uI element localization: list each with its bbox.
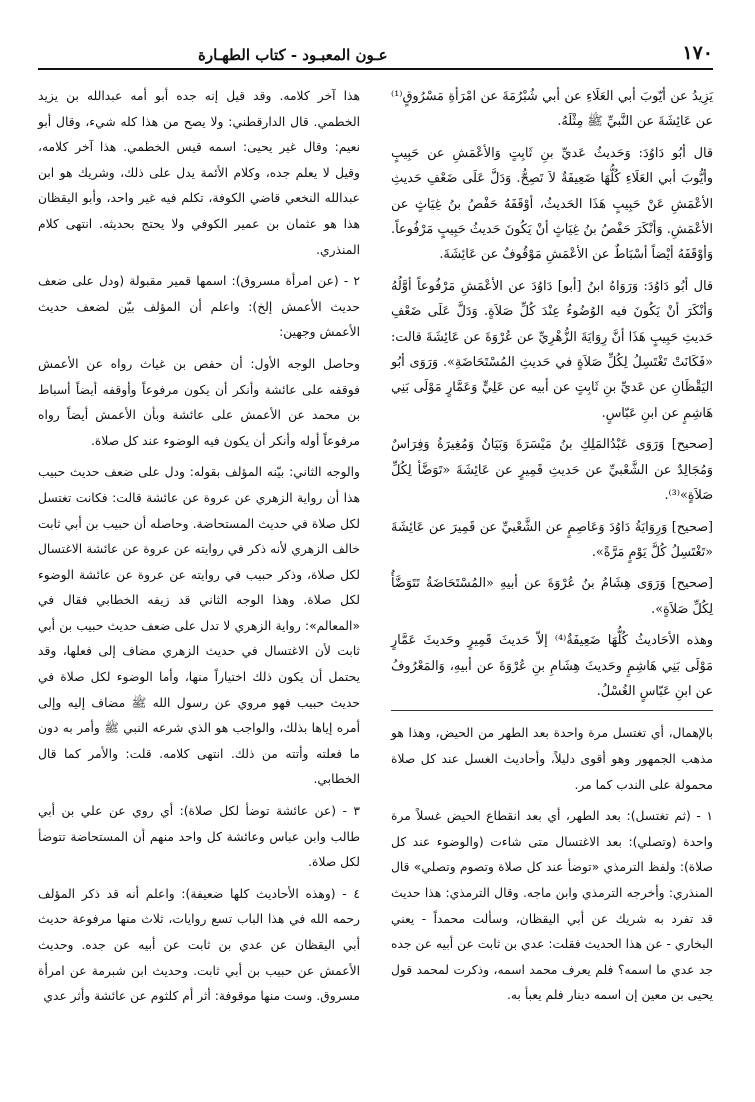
hadith-paragraph: وهذه الأحَاديثُ كُلُّهَا ضَعِيفَةٌ⁽⁴⁾ إلاّ حَديثَ قَمِيرٍ وحَديثَ عَمَّارٍ مَوْلَى بَنِي هَاشِمٍ وحَديثَ هِشَامِ بنِ عُرْوَةَ عن أبيهِ، وَالمَعْرُوفُ عن ابنِ عَبّاسٍ الغُسْلُ.: [391, 633, 713, 699]
page-header: [38, 40, 713, 70]
main-text-column: [391, 84, 713, 1016]
hadith-paragraph: [صحيح] وَرَوَى عَبْدُالمَلِكِ بنُ مَيْسَرَةَ وَبَيَانٌ وَمُغِيرَةُ وَفِرَاسٌ وَمُجَالِدٌ عن الشَّعْبيِّ عن حَديثِ قَمِيرٍ عن عَائِشَةَ «تَوَضَّأ لِكُلِّ صَلاَةٍ»⁽³⁾.: [391, 437, 713, 504]
commentary-paragraph: ٤ - (وهذه الأحاديث كلها ضعيفة): واعلم أنه قد ذكر المؤلف رحمه الله في هذا الباب تسع روايات، ثلاث منها مرفوعة حديث أبي اليقظان عن عدي بن ثابت عن أبيه عن جده. وحديث الأعمش عن حبيب بن أبي ثابت. وحديث ابن شبرمة عن امرأة مسروق. وست منها موقوفة: أثر أم كلثوم عن عائشة وأثر عدي: [38, 886, 360, 1004]
commentary-paragraph: هذا آخر كلامه. وقد قيل إنه جده أبو أمه عبدالله بن يزيد الخطمي. قال الدارقطني: ولا يصح من هذا كله شيء، وقال أبو نعيم: وقال غير يحيى: اسمه قيس الخطمي. هذا آخر كلامه، وقيل لا يعلم جده، وكلام الأئمة يدل على ذلك، وشريك هو ابن عبدالله النخعي قاضي الكوفة، تكلم فيه غير واحد، وأبو اليقظان هذا هو عثمان بن عمير الكوفي ولا يحتج بحديثه. انتهى كلام المنذري.: [38, 89, 360, 257]
commentary-divider: [391, 710, 713, 711]
commentary-column: [38, 84, 360, 1016]
page-number: ١٧٠: [682, 42, 713, 64]
text-columns: [38, 84, 713, 1016]
running-title: عـون المعبـود - كتاب الطهـارة: [198, 46, 388, 64]
hadith-paragraph: يَزِيدُ عن أيّوبَ أبي العَلَاءِ عن أبي شُبْرُمَةَ عن امْرَأةِ مَسْرُوقٍ⁽¹⁾ عن عَائِشَةَ عن النَّبيِّ ﷺ مِثْلَهُ.: [391, 89, 713, 130]
commentary-paragraph: ١ - (ثم تغتسل): بعد الطهر، أي بعد انقطاع الحيض غسلاً مرة واحدة (وتصلي): بعد الاغتسال متى شاءت (والوضوء عند كل صلاة): ولفظ الترمذي «توضأ عند كل صلاة وتصوم وتصلي» قال المنذري: وأخرجه الترمذي وابن ماجه. وقال الترمذي: هذا حديث قد تفرد به شريك عن أبي اليقظان، وسألت محمداً - يعني البخاري - عن هذا الحديث فقلت: عدي بن ثابت عن أبيه عن جده جد عدي ما اسمه؟ فلم يعرف محمد اسمه، وذكرت لمحمد قول يحيى بن معين إن اسمه دينار فلم يعبأ به.: [391, 809, 713, 1003]
commentary-paragraph: وحاصل الوجه الأول: أن حفص بن غياث رواه عن الأعمش فوقفه على عائشة وأنكر أن يكون مرفوعاً وأوقفه أيضاً أسباط بن محمد عن الأعمش على عائشة وبأن الأعمش أيضاً رواه مرفوعاً أوله وأنكر أن يكون فيه الوضوء عند كل صلاة.: [38, 356, 360, 448]
hadith-paragraph: [صحيح] وَرِوَايَةُ دَاوُدَ وَعَاصِمٍ عن الشَّعْبيِّ عن قَمِيرَ عن عَائِشَةَ «تَغْتَسِلُ كُلَّ يَوْمٍ مَرَّةً».: [391, 519, 713, 560]
commentary-paragraph: ٢ - (عن امرأة مسروق): اسمها قمير مقبولة (ودل على ضعف حديث الأعمش إلخ): واعلم أن المؤلف بيّن لضعف حديث الأعمش وجهين:: [38, 274, 360, 340]
hadith-paragraph: قال أبُو دَاوُدَ: وَرَوَاهُ ابنُ [أبو] دَاوُدَ عن الأعْمَشِ مَرْفُوعاً أوَّلُهُ وَأنْكَرَ أنْ يَكُونَ فيه الوُضُوءُ عِنْدَ كُلِّ صَلاَةٍ. وَدَلَّ عَلَى ضَعْفِ حَديثِ حَبِيبٍ هَذَا أنَّ رِوَايَةَ الزُّهْرِيِّ عن عُرْوَةَ عن عَائِشَةَ قالت: «فَكَانَتْ تَغْتَسِلُ لِكُلِّ صَلاَةٍ في حَديثِ المُسْتَحَاضَةِ». وَرَوَى أبُو اليَقْظَانِ عن عَديِّ بنِ ثَابِتٍ عن أبيه عن عَلِيٍّ وَعَمَّارٍ مَوْلَى بَنِي هَاشِمٍ عن ابنِ عَبّاسٍ.: [391, 278, 713, 421]
commentary-paragraph: بالإهمال، أي تغتسل مرة واحدة بعد الطهر من الحيض، وهذا هو مذهب الجمهور وهو أقوى دليلاً، وأحاديث الغسل عند كل صلاة محمولة على الندب كما مر.: [391, 726, 713, 792]
commentary-paragraph: والوجه الثاني: بيّنه المؤلف بقوله: ودل على ضعف حديث حبيب هذا أن رواية الزهري عن عروة عن عائشة قالت: فكانت تغتسل لكل صلاة في حديث المستحاضة. وحاصله أن حبيب بن أبي ثابت خالف الزهري لأنه ذكر في روايته عن عروة عن عائشة الاغتسال لكل صلاة، وذكر حبيب في روايته عن عروة عن عائشة الوضوء لكل صلاة. وهذا الوجه الثاني قد زيفه الخطابي فقال في «المعالم»: رواية الزهري لا تدل على ضعف حديث حبيب بن أبي ثابت لأن الاغتسال في حديث الزهري مضاف إلى فعلها، وقد يحتمل أن يكون ذلك اختياراً منها، وأما الوضوء لكل صلاة في حديث حبيب فهو مروي عن رسول الله ﷺ مضاف إليه وإلى أمره إياها بذلك، والواجب هو الذي شرعه النبي ﷺ وأمر به دون ما فعلته وأتته من ذلك. انتهى كلامه. قلت: والأمر كما قال الخطابي.: [38, 465, 360, 787]
hadith-paragraph: قال أبُو دَاوُدَ: وَحَديثُ عَديِّ بنِ ثَابِتٍ وَالأعْمَشِ عن حَبِيبٍ وأيُّوبَ أبي العَلَاءِ كُلُّهَا ضَعِيفَةٌ لاَ تَصِحُّ. وَدَلَّ عَلَى ضَعْفِ حَديثِ الأعْمَشِ عَنْ حَبِيبٍ هَذَا الحَديثُ، أوْقَفَهُ حَفْصُ بنُ غِيَاثٍ عن الأعْمَشِ. وَأنْكَرَ حَفْصُ بنُ غِيَاثٍ أنْ يَكُونَ حَديثُ حَبِيبٍ مَرْفُوعاً. وَأوْقَفَهُ أيْضاً أسْبَاطٌ عن الأعْمَشِ مَوْقُوفٌ عن عَائِشَةَ.: [391, 145, 713, 263]
commentary-paragraph: ٣ - (عن عائشة توضأ لكل صلاة): أي روي عن علي بن أبي طالب وابن عباس وعائشة كل واحد منهم أن المستحاضة تتوضأ لكل صلاة.: [38, 804, 360, 870]
hadith-paragraph: [صحيح] وَرَوَى هِشَامُ بنُ عُرْوَةَ عن أبيهِ «المُسْتَحَاضَةُ تَتَوَضَّأُ لِكُلِّ صَلاَةٍ».: [391, 576, 713, 617]
